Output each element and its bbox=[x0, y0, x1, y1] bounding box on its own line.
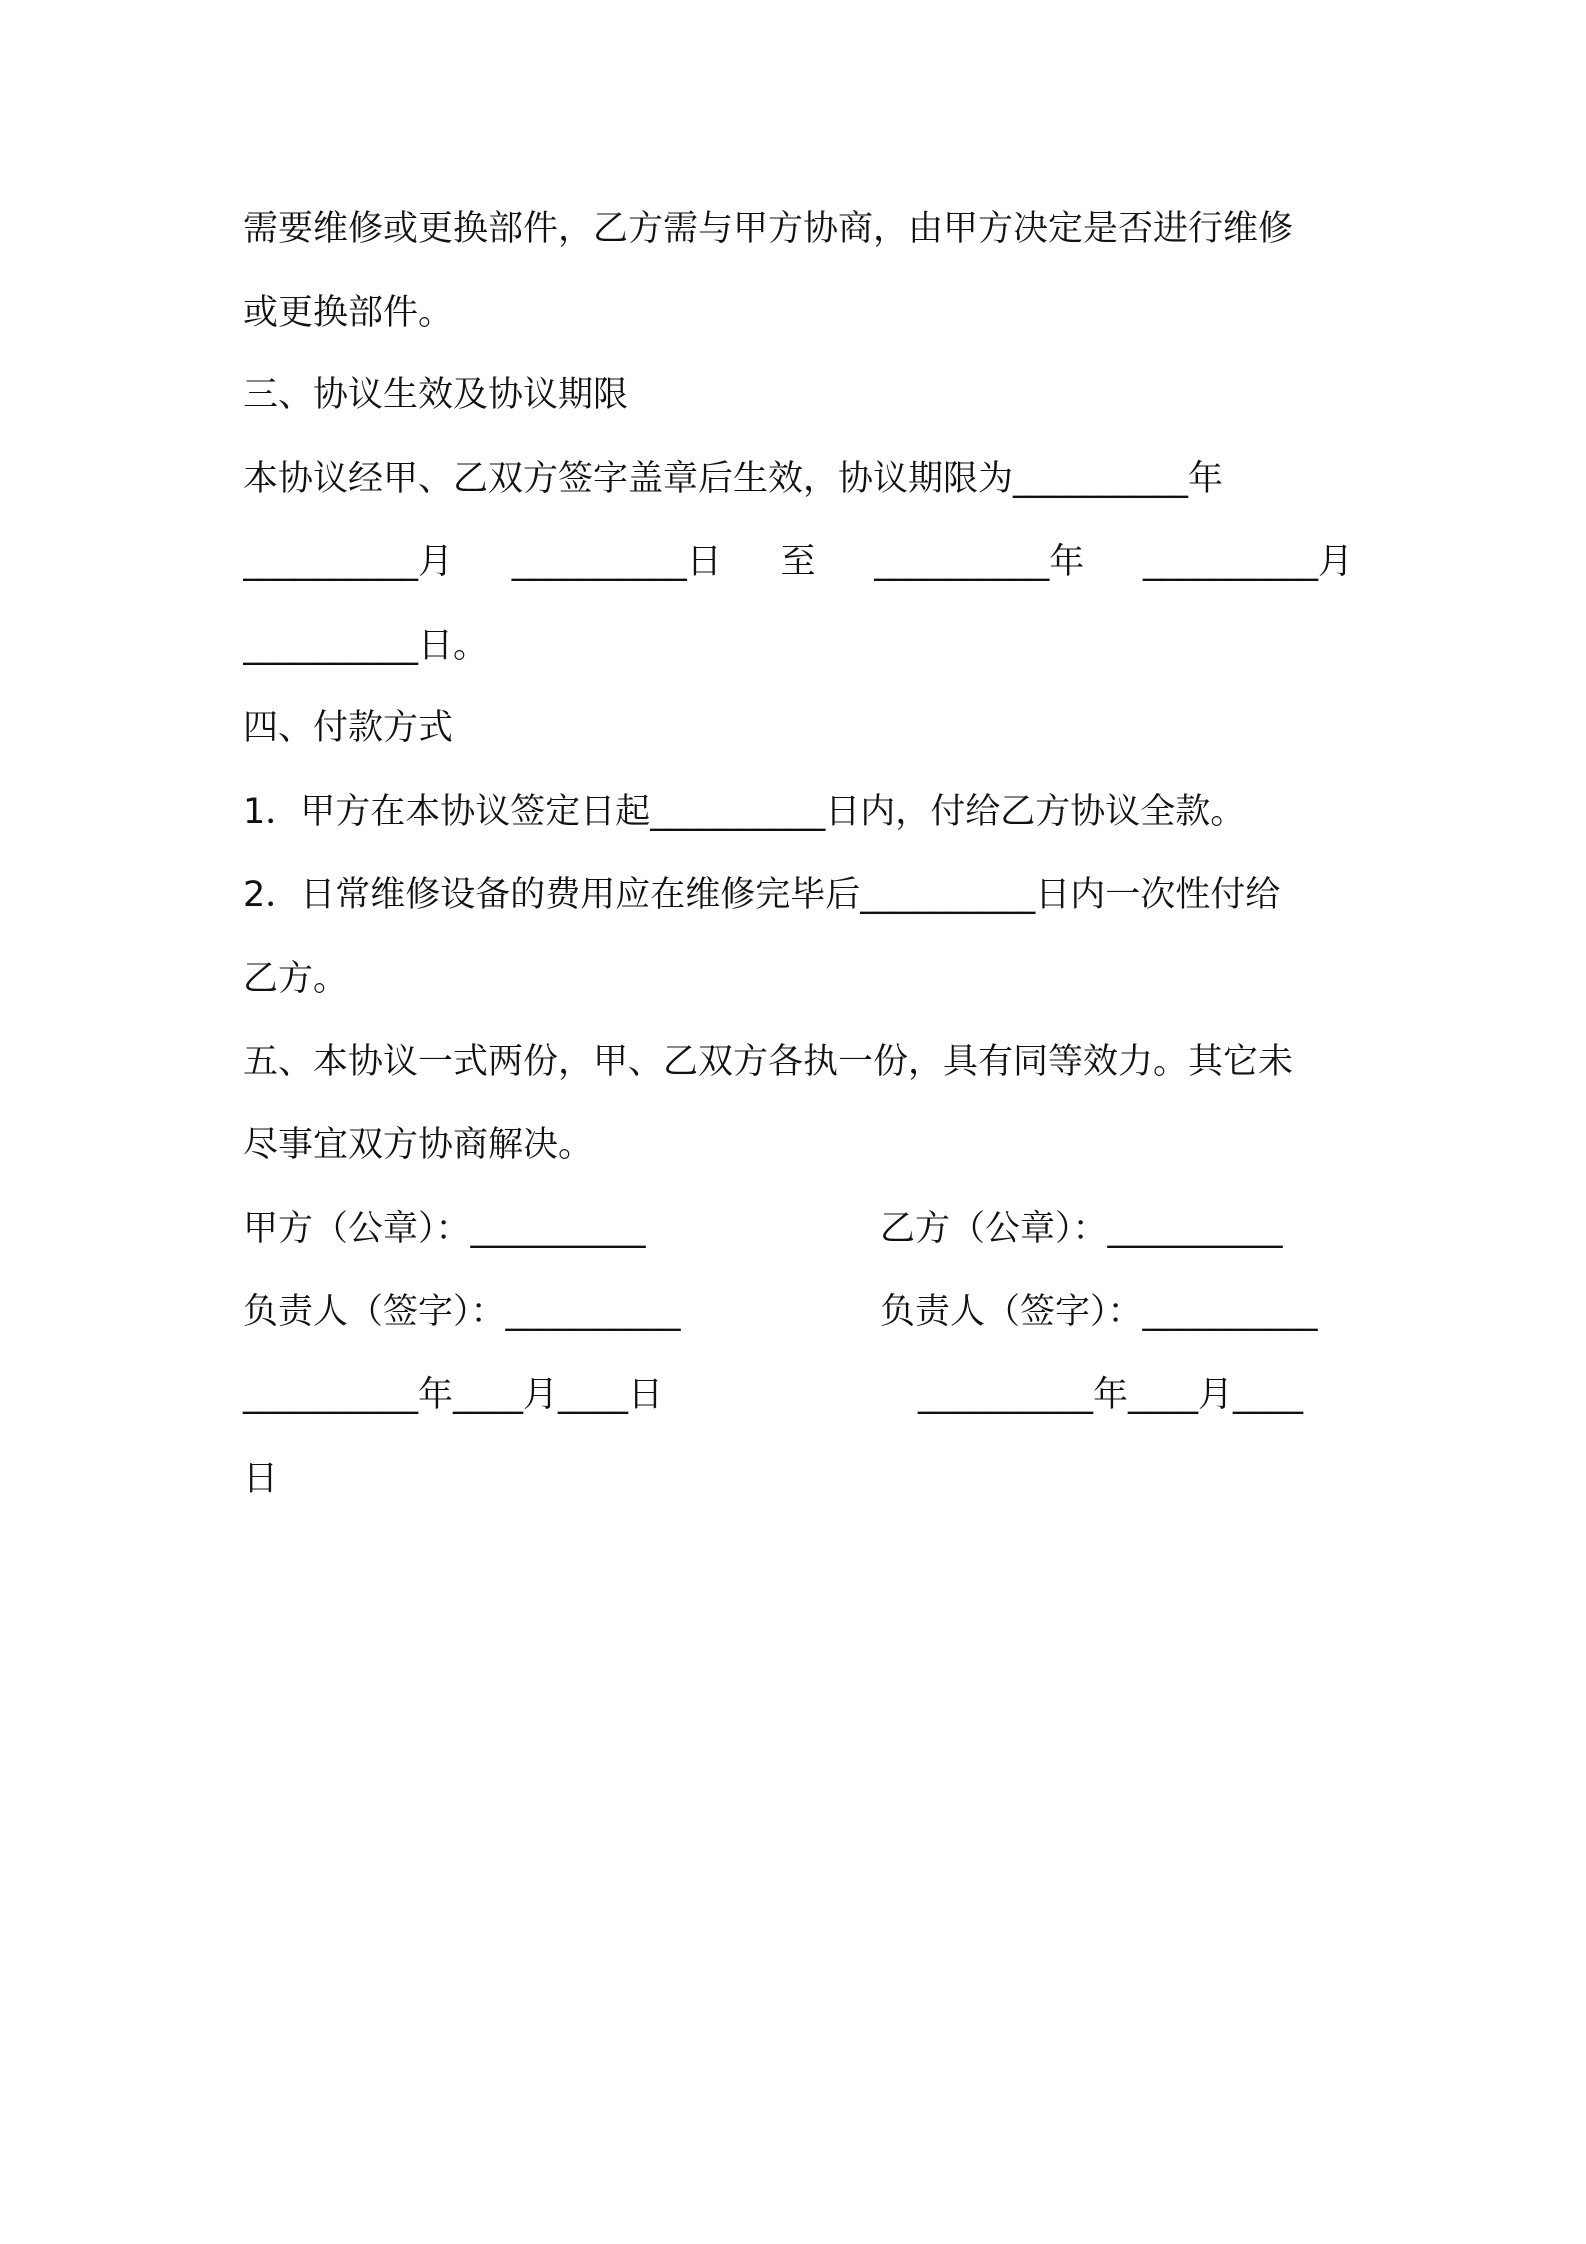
section-heading: 三、协议生效及协议期限 bbox=[243, 375, 629, 415]
paragraph-line: 尽事宜双方协商解决。 bbox=[243, 1125, 594, 1165]
list-item: 1．甲方在本协议签定日起__________日内，付给乙方协议全款。 bbox=[243, 792, 1246, 832]
party-b-signature-field: 负责人（签字）：__________ bbox=[880, 1292, 1318, 1332]
date-field-month: __________月 bbox=[243, 542, 454, 582]
paragraph-line: 乙方。 bbox=[243, 959, 349, 999]
date-range-separator: 至 bbox=[780, 542, 816, 582]
date-field-month-end: __________月 bbox=[1142, 542, 1353, 582]
section-heading: 五、本协议一式两份，甲、乙双方各执一份，具有同等效力。其它未 bbox=[243, 1042, 1294, 1082]
paragraph-line: 需要维修或更换部件，乙方需与甲方协商，由甲方决定是否进行维修 bbox=[243, 209, 1294, 249]
date-field-day: __________日 bbox=[511, 542, 722, 582]
date-range-line bbox=[243, 537, 1353, 587]
paragraph-line: 或更换部件。 bbox=[243, 293, 454, 333]
date-field-year: __________年 bbox=[874, 542, 1085, 582]
party-a-signature-field: 负责人（签字）：__________ bbox=[243, 1292, 681, 1332]
party-b-seal-field: 乙方（公章）：__________ bbox=[880, 1209, 1283, 1249]
section-heading: 四、付款方式 bbox=[243, 708, 454, 748]
party-a-seal-field: 甲方（公章）：__________ bbox=[243, 1209, 646, 1249]
list-item: 2．日常维修设备的费用应在维修完毕后__________日内一次性付给 bbox=[243, 875, 1281, 915]
paragraph-line: __________日。 bbox=[243, 626, 489, 666]
party-b-date-field: __________年____月____ bbox=[918, 1375, 1304, 1415]
party-b-date-day: 日 bbox=[243, 1459, 279, 1499]
paragraph-line: 本协议经甲、乙双方签字盖章后生效，协议期限为__________年 bbox=[243, 459, 1224, 499]
party-a-date-field: __________年____月____日 bbox=[243, 1375, 664, 1415]
